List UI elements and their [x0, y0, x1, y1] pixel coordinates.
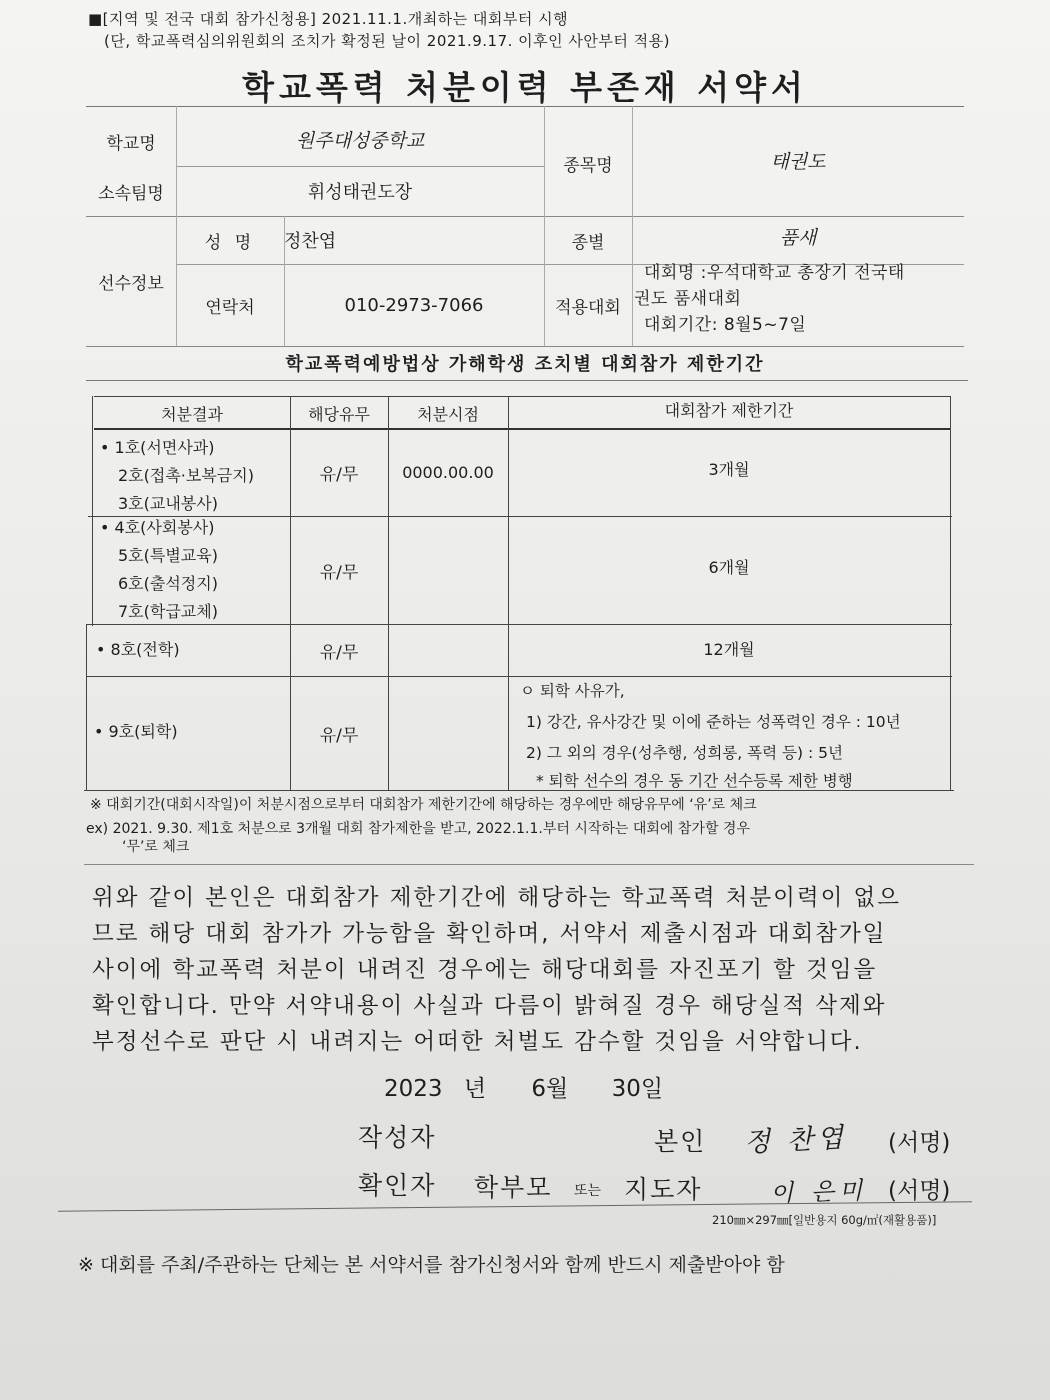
contact-value: 010-2973-7066 [344, 294, 484, 316]
date-year: 2023 [384, 1076, 443, 1102]
table-row-1-limit: 3개월 [708, 459, 750, 479]
pledge-line: 므로 해당 대회 참가가 가능함을 확인하며, 서약서 제출시점과 대회참가일 [92, 921, 887, 947]
table-row-3-applicable: 유/무 [319, 642, 359, 663]
note-2: ex) 2021. 9.30. 제1호 처분으로 3개월 대회 참가제한을 받고, 2022.1.1.부터 시작하는 대회에 참가할 경우 [86, 821, 750, 837]
competition-name-line1: 대회명 :우석대학교 총장기 전국태 [644, 263, 905, 283]
list-item: 3호(교내봉사) [118, 494, 218, 513]
table-row-1-applicable: 유/무 [319, 464, 359, 485]
pledge-line: 확인합니다. 만약 서약내용이 사실과 다름이 밝혀질 경우 해당실적 삭제와 [92, 993, 887, 1019]
table-row-4-applicable: 유/무 [319, 725, 359, 746]
list-item: 6호(출석정지) [118, 574, 218, 593]
coach-sign-label: (서명) [888, 1178, 951, 1204]
list-item: 1) 강간, 유사강간 및 이에 준하는 성폭력인 경우 : 10년 [526, 713, 901, 731]
header-line-1: ■[지역 및 전국 대회 참가신청용] 2021.11.1.개최하는 대회부터 시행 [88, 10, 569, 28]
pledge-line: 위와 같이 본인은 대회참가 제한기간에 해당하는 학교폭력 처분이력이 없으 [92, 885, 902, 911]
name-value: 정찬엽 [284, 231, 337, 252]
school-value: 원주대성중학교 [295, 129, 425, 152]
list-item: • 1호(서면사과) [100, 438, 215, 457]
note-1: ※ 대회기간(대회시작일)이 처분시점으로부터 대회참가 제한기간에 해당하는 경우에만 해당유무에 ‘유’로 체크 [90, 797, 757, 813]
table-row-4-limit [518, 676, 901, 793]
category-label: 종별 [571, 232, 605, 253]
list-item: ㅇ 퇴학 사유가, [520, 682, 625, 700]
self-signature: 정 찬엽 [743, 1122, 848, 1159]
list-item: 5호(특별교육) [118, 546, 218, 565]
note-3: ‘무’로 체크 [122, 839, 190, 855]
pledge-line: 부정선수로 판단 시 내려지는 어떠한 처벌도 감수할 것임을 서약합니다. [92, 1029, 863, 1055]
event-label: 종목명 [563, 155, 613, 176]
pledge-text [92, 880, 972, 1060]
table-header-limit: 대회참가 제한기간 [664, 400, 794, 420]
table-row-2-date [388, 516, 508, 624]
list-item: 7호(학급교체) [118, 602, 218, 621]
school-label: 학교명 [106, 133, 156, 154]
paper-spec: 210㎜×297㎜[일반용지 60g/㎡(재활용품)] [712, 1213, 937, 1227]
date-day: 30일 [611, 1076, 664, 1102]
restriction-subtitle: 학교폭력예방법상 가해학생 조치별 대회참가 제한기간 [285, 354, 765, 375]
header-line-2: (단, 학교폭력심의위원회의 조치가 확정된 날이 2021.9.17. 이후인 사안부터 적용) [104, 32, 670, 50]
footer-notice: ※ 대회를 주최/주관하는 단체는 본 서약서를 참가신청서와 함께 반드시 제출받아야 함 [78, 1254, 785, 1276]
list-item: • 8호(전학) [96, 640, 180, 659]
table-row-4-date [388, 676, 508, 790]
table-row-4-items [94, 718, 178, 746]
self-sign-label: (서명) [888, 1130, 951, 1156]
name-label: 성 명 [204, 232, 256, 253]
coach-signature: 이 은미 [769, 1176, 868, 1208]
list-item: 2호(접촉·보복금지) [118, 466, 254, 485]
parent-label: 학부모 [474, 1173, 553, 1202]
competition-name-line2: 권도 품새대회 [634, 289, 742, 309]
writer-label: 작성자 [358, 1123, 437, 1152]
document-title: 학교폭력 처분이력 부존재 서약서 [242, 68, 808, 107]
list-item: * 퇴학 선수의 경우 동 기간 선수등록 제한 병행 [536, 772, 853, 790]
or-label: 또는 [574, 1183, 602, 1199]
table-row-2-applicable: 유/무 [319, 562, 359, 583]
pledge-line: 사이에 학교폭력 처분이 내려진 경우에는 해당대회를 자진포기 할 것임을 [92, 957, 878, 983]
table-header-applicable: 해당유무 [308, 404, 370, 424]
table-row-1-items [100, 434, 254, 518]
self-label: 본인 [654, 1127, 707, 1156]
table-header-result: 처분결과 [161, 404, 223, 424]
confirm-label: 확인자 [358, 1171, 437, 1200]
player-info-label: 선수정보 [98, 273, 164, 294]
date-line [384, 1070, 663, 1103]
competition-label: 적용대회 [555, 297, 621, 318]
competition-period: 대회기간: 8월5~7일 [644, 315, 807, 335]
table-row-2-items [100, 514, 218, 626]
table-header-date: 처분시점 [417, 404, 479, 424]
date-year-unit: 년 [463, 1076, 487, 1102]
table-row-2-limit: 6개월 [708, 557, 750, 577]
table-row-3-limit: 12개월 [703, 639, 755, 659]
category-value: 품새 [779, 226, 817, 249]
contact-label: 연락처 [205, 297, 255, 318]
team-label: 소속팀명 [98, 183, 164, 204]
event-value: 태권도 [770, 150, 826, 173]
table-row-3-items [96, 636, 180, 664]
competition-info [634, 260, 905, 338]
coach-label: 지도자 [624, 1175, 703, 1204]
date-month: 6월 [531, 1076, 569, 1102]
list-item: • 4호(사회봉사) [100, 518, 215, 537]
list-item: • 9호(퇴학) [94, 722, 178, 741]
table-row-3-date [388, 624, 508, 676]
team-value: 휘성태권도장 [307, 182, 413, 203]
table-row-1-date: 0000.00.00 [402, 462, 494, 482]
list-item: 2) 그 외의 경우(성추행, 성희롱, 폭력 등) : 5년 [526, 744, 843, 762]
